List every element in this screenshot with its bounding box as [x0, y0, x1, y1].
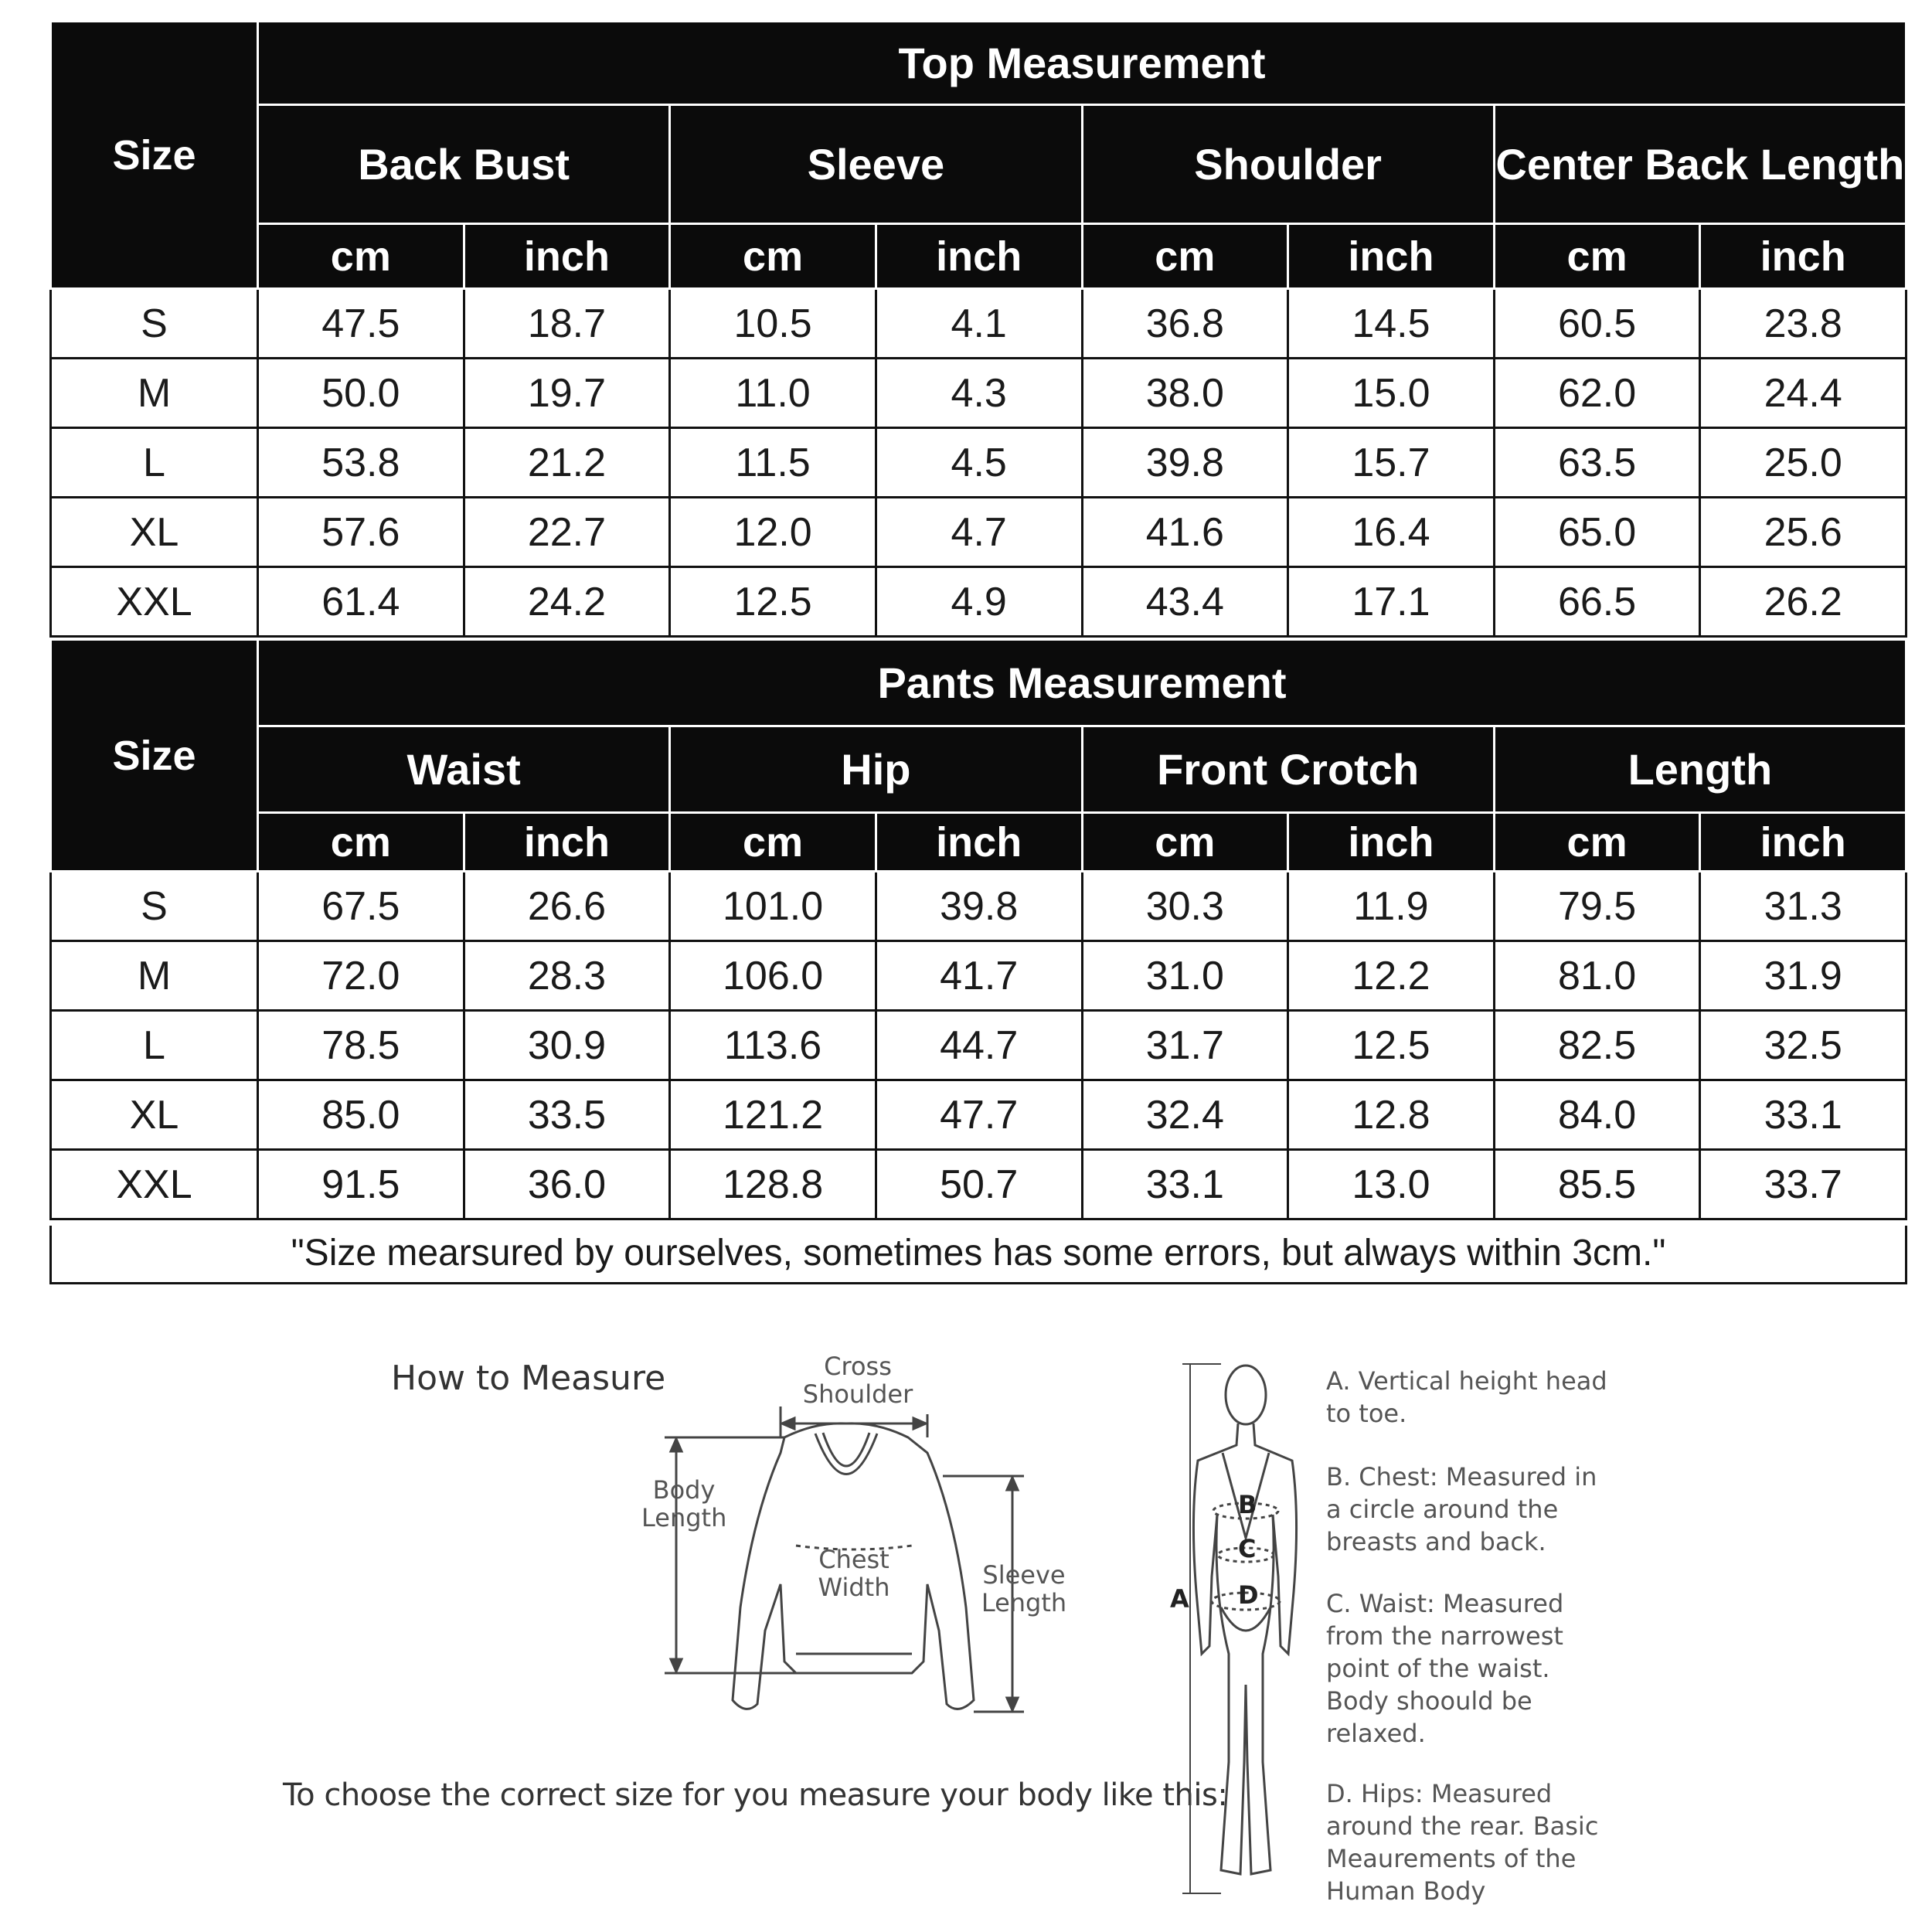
unit-header: inch: [464, 224, 670, 289]
measurement-cell: 39.8: [1082, 428, 1288, 498]
size-cell: XXL: [51, 1150, 258, 1219]
measurement-cell: 33.5: [464, 1080, 670, 1150]
table-row: [51, 1150, 1906, 1219]
measurement-cell: 53.8: [258, 428, 464, 498]
measurement-cell: 101.0: [670, 872, 876, 941]
unit-header: cm: [1494, 224, 1700, 289]
measurement-cell: 50.0: [258, 359, 464, 428]
body-length-label: Body Length: [641, 1475, 727, 1532]
measurement-cell: 30.3: [1082, 872, 1288, 941]
measurement-cell: 85.5: [1494, 1150, 1700, 1219]
size-header: Size: [51, 22, 258, 289]
measurement-cell: 113.6: [670, 1011, 876, 1080]
measurement-cell: 16.4: [1288, 498, 1495, 567]
measurement-cell: 31.9: [1700, 941, 1906, 1011]
measurement-cell: 30.9: [464, 1011, 670, 1080]
table-row: [51, 1080, 1906, 1150]
cross-shoulder-label: Cross Shoulder: [802, 1352, 913, 1409]
measurement-cell: 121.2: [670, 1080, 876, 1150]
sleeve-length-label: Sleeve Length: [981, 1560, 1067, 1617]
measurement-cell: 106.0: [670, 941, 876, 1011]
body-marker-a: A: [1170, 1584, 1189, 1614]
measurement-cell: 41.6: [1082, 498, 1288, 567]
measurement-cell: 44.7: [876, 1011, 1082, 1080]
unit-header: cm: [1494, 813, 1700, 872]
table-row: [51, 498, 1906, 567]
table-row: [51, 941, 1906, 1011]
measurement-cell: 17.1: [1288, 567, 1495, 637]
unit-header: cm: [1082, 224, 1288, 289]
measurement-cell: 12.8: [1288, 1080, 1495, 1150]
measurement-cell: 39.8: [876, 872, 1082, 941]
measurement-cell: 47.7: [876, 1080, 1082, 1150]
table-row: [51, 567, 1906, 637]
size-cell: M: [51, 359, 258, 428]
body-marker-b: B: [1238, 1490, 1257, 1519]
unit-header: inch: [876, 224, 1082, 289]
table-row: [51, 428, 1906, 498]
measurement-cell: 15.0: [1288, 359, 1495, 428]
measurement-cell: 50.7: [876, 1150, 1082, 1219]
measurement-cell: 22.7: [464, 498, 670, 567]
measurement-cell: 25.0: [1700, 428, 1906, 498]
measurement-cell: 60.5: [1494, 289, 1700, 359]
measurement-cell: 91.5: [258, 1150, 464, 1219]
measurement-cell: 23.8: [1700, 289, 1906, 359]
measurement-cell: 26.2: [1700, 567, 1906, 637]
measurement-cell: 31.7: [1082, 1011, 1288, 1080]
choose-size-instruction: To choose the correct size for you measure your body like this:: [283, 1777, 1228, 1813]
column-group-header: Shoulder: [1082, 105, 1494, 224]
how-to-measure-title: How to Measure: [391, 1359, 666, 1398]
unit-header: inch: [1288, 224, 1495, 289]
size-cell: S: [51, 289, 258, 359]
measurement-cell: 10.5: [670, 289, 876, 359]
measurement-cell: 12.5: [670, 567, 876, 637]
size-cell: XL: [51, 1080, 258, 1150]
measurement-cell: 4.1: [876, 289, 1082, 359]
unit-header: inch: [1700, 224, 1906, 289]
body-figure-diagram: [1175, 1360, 1314, 1901]
measurement-cell: 14.5: [1288, 289, 1495, 359]
measurement-cell: 81.0: [1494, 941, 1700, 1011]
table-title: Top Measurement: [258, 22, 1906, 105]
measurement-cell: 32.5: [1700, 1011, 1906, 1080]
measurement-cell: 24.2: [464, 567, 670, 637]
top-measurement-table: [49, 20, 1907, 638]
table-row: [51, 289, 1906, 359]
measurement-cell: 38.0: [1082, 359, 1288, 428]
measurement-cell: 18.7: [464, 289, 670, 359]
measurement-cell: 15.7: [1288, 428, 1495, 498]
unit-header: cm: [258, 224, 464, 289]
measurement-cell: 72.0: [258, 941, 464, 1011]
measurement-cell: 11.5: [670, 428, 876, 498]
measurement-cell: 21.2: [464, 428, 670, 498]
note-waist: C. Waist: Measured from the narrowest point of the waist. Body shoould be relaxed.: [1326, 1589, 1564, 1748]
note-chest: B. Chest: Measured in a circle around the breasts and back.: [1326, 1462, 1597, 1556]
measurement-cell: 11.0: [670, 359, 876, 428]
unit-header: cm: [1082, 813, 1288, 872]
table-row: [51, 872, 1906, 941]
measurement-cell: 36.0: [464, 1150, 670, 1219]
unit-header: inch: [876, 813, 1082, 872]
measurement-cell: 28.3: [464, 941, 670, 1011]
column-group-header: Waist: [258, 726, 670, 813]
column-group-header: Center Back Length: [1494, 105, 1906, 224]
measurement-cell: 78.5: [258, 1011, 464, 1080]
note-hips: D. Hips: Measured around the rear. Basic Meaurements of the Human Body: [1326, 1779, 1599, 1906]
measurement-cell: 63.5: [1494, 428, 1700, 498]
measurement-disclaimer: "Size mearsured by ourselves, sometimes has some errors, but always within 3cm.": [49, 1226, 1907, 1284]
size-cell: M: [51, 941, 258, 1011]
column-group-header: Sleeve: [670, 105, 1082, 224]
table-title: Pants Measurement: [258, 640, 1906, 726]
measurement-cell: 85.0: [258, 1080, 464, 1150]
measurement-cell: 61.4: [258, 567, 464, 637]
measurement-cell: 57.6: [258, 498, 464, 567]
size-header: Size: [51, 640, 258, 872]
measurement-cell: 79.5: [1494, 872, 1700, 941]
measurement-cell: 82.5: [1494, 1011, 1700, 1080]
measurement-cell: 84.0: [1494, 1080, 1700, 1150]
measurement-cell: 12.2: [1288, 941, 1495, 1011]
measurement-cell: 12.5: [1288, 1011, 1495, 1080]
measurement-cell: 67.5: [258, 872, 464, 941]
measurement-cell: 25.6: [1700, 498, 1906, 567]
measurement-cell: 33.1: [1082, 1150, 1288, 1219]
measurement-cell: 66.5: [1494, 567, 1700, 637]
measurement-cell: 13.0: [1288, 1150, 1495, 1219]
measurement-cell: 4.9: [876, 567, 1082, 637]
measurement-cell: 128.8: [670, 1150, 876, 1219]
table-row: [51, 359, 1906, 428]
size-cell: S: [51, 872, 258, 941]
measurement-cell: 4.7: [876, 498, 1082, 567]
measurement-cell: 47.5: [258, 289, 464, 359]
unit-header: inch: [1288, 813, 1495, 872]
measurement-cell: 33.7: [1700, 1150, 1906, 1219]
body-marker-c: C: [1238, 1534, 1257, 1563]
measurement-cell: 31.0: [1082, 941, 1288, 1011]
table-row: [51, 1011, 1906, 1080]
chest-width-label: Chest Width: [818, 1545, 890, 1602]
unit-header: inch: [1700, 813, 1906, 872]
size-cell: XXL: [51, 567, 258, 637]
measurement-cell: 11.9: [1288, 872, 1495, 941]
unit-header: cm: [258, 813, 464, 872]
column-group-header: Back Bust: [258, 105, 670, 224]
measurement-cell: 43.4: [1082, 567, 1288, 637]
measurement-cell: 31.3: [1700, 872, 1906, 941]
unit-header: inch: [464, 813, 670, 872]
size-cell: L: [51, 428, 258, 498]
measurement-cell: 4.5: [876, 428, 1082, 498]
column-group-header: Length: [1494, 726, 1906, 813]
unit-header: cm: [670, 813, 876, 872]
measurement-cell: 32.4: [1082, 1080, 1288, 1150]
pants-measurement-table: [49, 638, 1907, 1220]
size-cell: XL: [51, 498, 258, 567]
measurement-cell: 62.0: [1494, 359, 1700, 428]
unit-header: cm: [670, 224, 876, 289]
column-group-header: Hip: [670, 726, 1082, 813]
body-marker-d: D: [1238, 1580, 1259, 1610]
size-cell: L: [51, 1011, 258, 1080]
measurement-cell: 33.1: [1700, 1080, 1906, 1150]
measurement-cell: 26.6: [464, 872, 670, 941]
measurement-cell: 19.7: [464, 359, 670, 428]
measurement-cell: 12.0: [670, 498, 876, 567]
measurement-cell: 4.3: [876, 359, 1082, 428]
measurement-cell: 36.8: [1082, 289, 1288, 359]
measurement-cell: 24.4: [1700, 359, 1906, 428]
measurement-cell: 41.7: [876, 941, 1082, 1011]
measurement-cell: 65.0: [1494, 498, 1700, 567]
column-group-header: Front Crotch: [1082, 726, 1494, 813]
note-vertical-height: A. Vertical height head to toe.: [1326, 1366, 1607, 1428]
